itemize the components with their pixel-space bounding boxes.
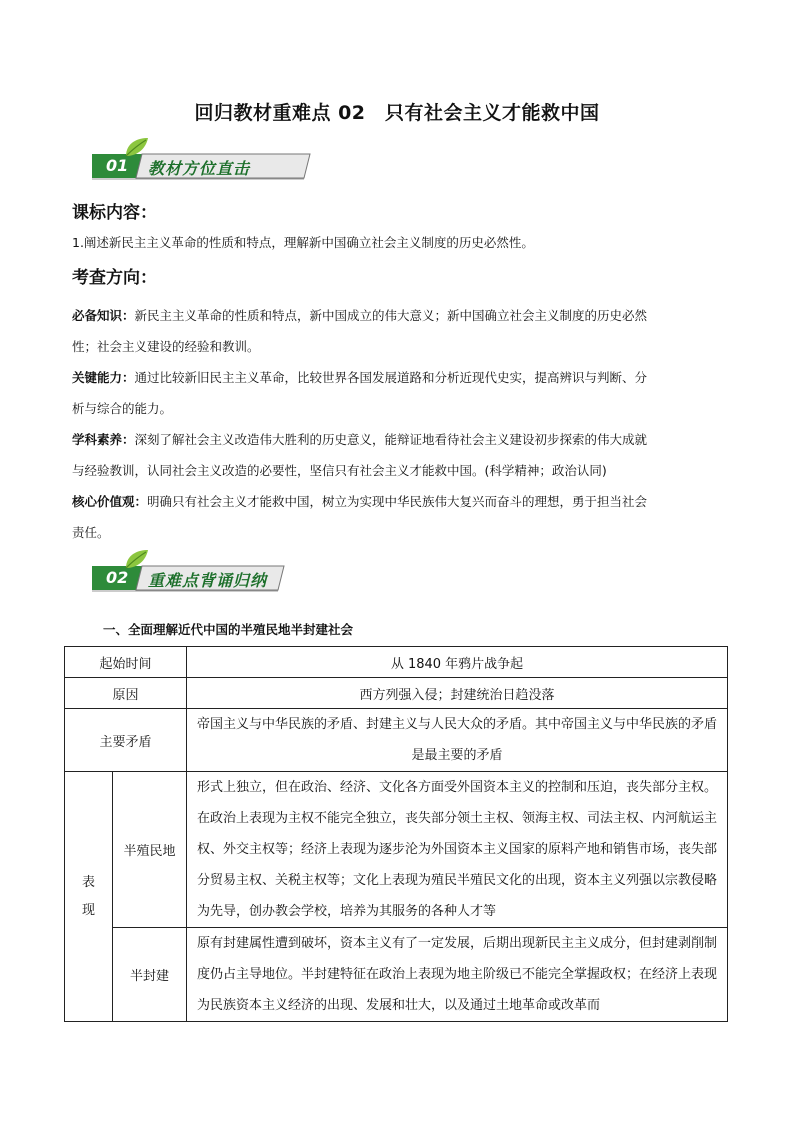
- exam-item-text-cont: 析与综合的能力。: [72, 401, 173, 416]
- page-title: 回归教材重难点 02 只有社会主义才能救中国: [194, 102, 600, 124]
- table-cell-value: 形式上独立，但在政治、经济、文化各方面受外国资本主义的控制和压迫，丧失部分主权。在政治上表现为主权不能完全独立，丧失部分领土主权、领海主权、司法主权、内河航运主权、外交主权等；经济上表现为逐步沦为外国资本主义国家的原料产地和销售市场，丧失部分贸易主权、关税主权等；文化上表现为殖民半殖民文化的出现，资本主义列强以宗教侵略为先导，创办教会学校，培养为其服务的各种人才等: [187, 772, 728, 928]
- table-cell-group-label: [65, 772, 113, 1022]
- exam-item-text: 明确只有社会主义才能救中国，树立为实现中华民族伟大复兴而奋斗的理想，勇于担当社会: [147, 494, 648, 509]
- group-label-bottom: 现: [81, 902, 95, 918]
- exam-item-label: 必备知识：: [72, 308, 135, 323]
- table-row: [65, 678, 728, 709]
- table-cell-value: 从 1840 年鸦片战争起: [187, 647, 728, 678]
- table-cell-label: 起始时间: [65, 647, 187, 678]
- exam-item-knowledge: [72, 300, 726, 362]
- table-cell-value: 西方列强入侵；封建统治日趋没落: [187, 678, 728, 709]
- table-cell-label: 原因: [65, 678, 187, 709]
- exam-item-text-cont: 责任。: [72, 525, 110, 540]
- section-number: 02: [106, 568, 129, 587]
- table-row: [65, 709, 728, 772]
- section-label: 教材方位直击: [148, 159, 251, 178]
- exam-item-text: 新民主主义革命的性质和特点，新中国成立的伟大意义；新中国确立社会主义制度的历史必然: [134, 308, 648, 323]
- table-cell-label: 半封建: [113, 928, 187, 1022]
- group-label-top: 表: [81, 874, 95, 890]
- summary-table: [64, 646, 728, 1022]
- exam-item-text: 深刻了解社会主义改造伟大胜利的历史意义，能辩证地看待社会主义建设初步探索的伟大成就: [134, 432, 648, 447]
- exam-item-text-cont: 性；社会主义建设的经验和教训。: [72, 339, 260, 354]
- table-cell-label: 半殖民地: [113, 772, 187, 928]
- curriculum-item: 1.阐述新民主主义革命的性质和特点，理解新中国确立社会主义制度的历史必然性。: [72, 235, 534, 250]
- section-banner-2: [92, 562, 292, 592]
- leaf-icon: [122, 548, 152, 570]
- exam-item-ability: [72, 362, 726, 424]
- table-cell-label: 主要矛盾: [65, 709, 187, 772]
- section-label: 重难点背诵归纳: [148, 571, 268, 590]
- table-row: [65, 928, 728, 1022]
- table-row: [65, 647, 728, 678]
- exam-item-literacy: [72, 424, 726, 486]
- exam-item-label: 关键能力：: [72, 370, 135, 385]
- section-number: 01: [106, 156, 129, 175]
- leaf-icon: [122, 136, 152, 158]
- exam-item-label: 核心价值观：: [72, 494, 148, 509]
- curriculum-heading: 课标内容：: [72, 203, 157, 223]
- table-cell-value: 原有封建属性遭到破坏，资本主义有了一定发展，后期出现新民主主义成分，但封建剥削制度仍占主导地位。半封建特征在政治上表现为地主阶级已不能完全掌握政权；在经济上表现为民族资本主义经济的出现、发展和壮大，以及通过土地革命或改革而: [187, 928, 728, 1022]
- exam-item-values: [72, 486, 726, 548]
- exam-item-label: 学科素养：: [72, 432, 135, 447]
- exam-item-text-cont: 与经验教训，认同社会主义改造的必要性，坚信只有社会主义才能救中国。(科学精神；政治认同): [72, 463, 607, 478]
- section-banner-1: [92, 150, 312, 180]
- table-title: 一、全面理解近代中国的半殖民地半封建社会: [103, 622, 354, 637]
- exam-heading: 考查方向：: [72, 268, 157, 288]
- table-cell-value: 帝国主义与中华民族的矛盾、封建主义与人民大众的矛盾。其中帝国主义与中华民族的矛盾是最主要的矛盾: [187, 709, 728, 772]
- table-row: [65, 772, 728, 928]
- exam-item-text: 通过比较新旧民主主义革命，比较世界各国发展道路和分析近现代史实，提高辨识与判断、分: [134, 370, 648, 385]
